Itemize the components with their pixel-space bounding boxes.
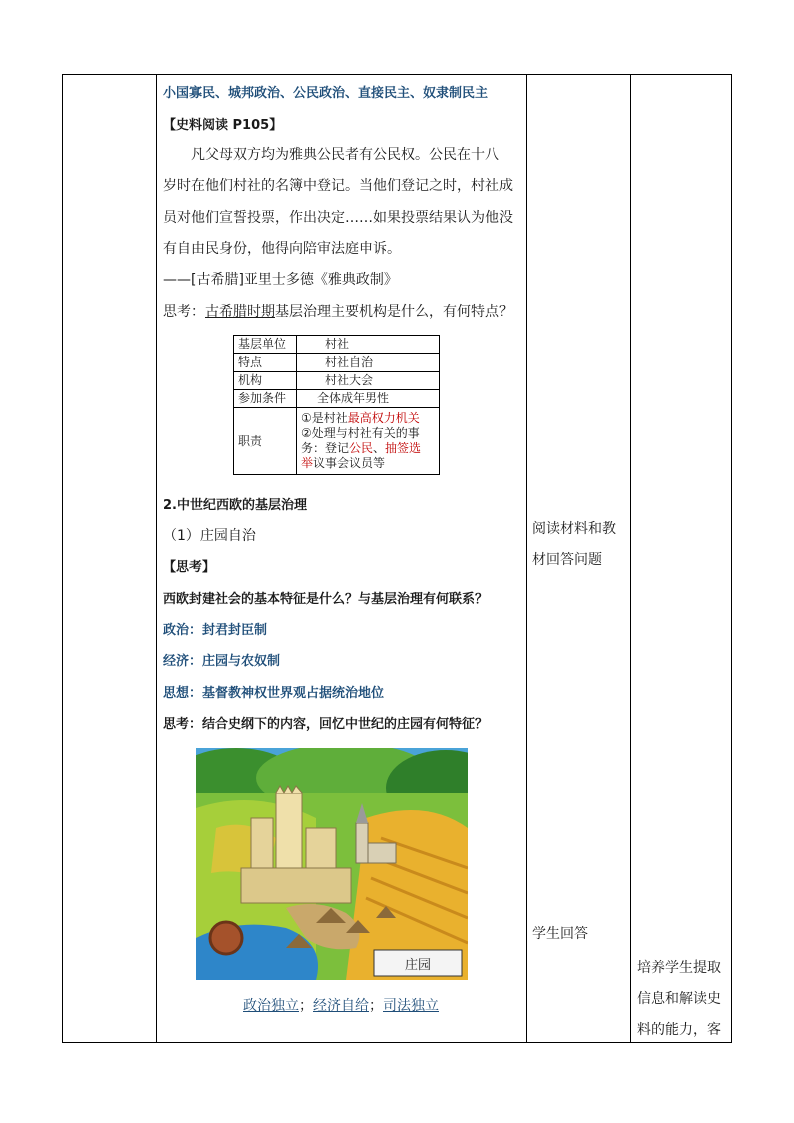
table-right-border xyxy=(731,74,732,1043)
student-activity-line-2: 材回答问题 xyxy=(532,552,602,568)
source-heading: 【史料阅读 P105】 xyxy=(163,118,283,133)
subsection-manor-autonomy: （1）庄园自治 xyxy=(163,528,256,544)
source-paragraph-line-2: 岁时在他们村社的名簿中登记。当他们登记之时，村社成 xyxy=(163,178,513,194)
answer-economy: 经济：庄园与农奴制 xyxy=(163,654,281,669)
table-row xyxy=(234,354,440,372)
source-paragraph-line-3: 员对他们宣誓投票，作出决定……如果投票结果认为他没 xyxy=(163,210,513,226)
source-citation: ——[古希腊]亚里士多德《雅典政制》 xyxy=(163,272,398,288)
question-feudal-features: 西欧封建社会的基本特征是什么？与基层治理有何联系？ xyxy=(163,592,489,607)
table-key: 基层单位 xyxy=(234,336,297,354)
table-top-border xyxy=(62,74,732,75)
table-value: 村社自治 xyxy=(297,354,440,372)
table-key: 特点 xyxy=(234,354,297,372)
think-question-1 xyxy=(163,301,513,321)
design-intent-line-3: 料的能力，客 xyxy=(637,1022,721,1038)
caption-judicial-independence[interactable]: 司法独立 xyxy=(383,998,439,1014)
manor-illustration-svg xyxy=(196,748,468,980)
illustration-label: 庄园 xyxy=(404,958,432,973)
source-paragraph-line-1: 凡父母双方均为雅典公民者有公民权。公民在十八 xyxy=(191,147,499,163)
student-activity-answer: 学生回答 xyxy=(532,926,588,942)
answer-thought: 思想：基督教神权世界观占据统治地位 xyxy=(163,686,385,701)
table-key: 机构 xyxy=(234,372,297,390)
think-prefix: 思考： xyxy=(163,304,205,320)
section-heading-medieval: 2.中世纪西欧的基层治理 xyxy=(163,498,307,513)
summary-line: 小国寡民、城邦政治、公民政治、直接民主、奴隶制民主 xyxy=(163,86,489,101)
caption-economic-self-sufficiency[interactable]: 经济自给 xyxy=(313,998,369,1014)
think-underlined-term: 古希腊时期 xyxy=(205,304,275,320)
think-heading: 【思考】 xyxy=(163,560,216,575)
table-row xyxy=(234,372,440,390)
manor-illustration xyxy=(196,748,468,980)
col-divider-1 xyxy=(156,74,157,1043)
source-paragraph-line-4: 有自由民身份，他得向陪审法庭申诉。 xyxy=(163,241,401,257)
table-row xyxy=(234,408,440,475)
table-key: 参加条件 xyxy=(234,390,297,408)
table-value: 全体成年男性 xyxy=(297,390,440,408)
manor-characteristics-caption: 政治独立；经济自给；司法独立 xyxy=(243,998,439,1014)
table-row xyxy=(234,336,440,354)
col-divider-2 xyxy=(526,74,527,1043)
answer-politics: 政治：封君封臣制 xyxy=(163,623,268,638)
table-left-border xyxy=(62,74,63,1043)
question-manor-features: 思考：结合史纲下的内容，回忆中世纪的庄园有何特征？ xyxy=(163,717,489,732)
table-value: 村社大会 xyxy=(297,372,440,390)
table-bottom-border xyxy=(62,1042,732,1043)
village-commune-table xyxy=(233,335,440,475)
table-value: 村社 xyxy=(297,336,440,354)
col-divider-3 xyxy=(630,74,631,1043)
table-row xyxy=(234,390,440,408)
think-rest: 基层治理主要机构是什么，有何特点？ xyxy=(275,304,513,320)
student-activity-line-1: 阅读材料和教 xyxy=(532,521,616,537)
caption-political-independence[interactable]: 政治独立 xyxy=(243,998,299,1014)
design-intent-line-1: 培养学生提取 xyxy=(637,960,721,976)
table-duty-value: ①是村社最高权力机关 ②处理与村社有关的事 务：登记公民、抽签选 举议事会议员等 xyxy=(297,408,440,475)
design-intent-line-2: 信息和解读史 xyxy=(637,991,721,1007)
table-key: 职责 xyxy=(234,408,297,475)
